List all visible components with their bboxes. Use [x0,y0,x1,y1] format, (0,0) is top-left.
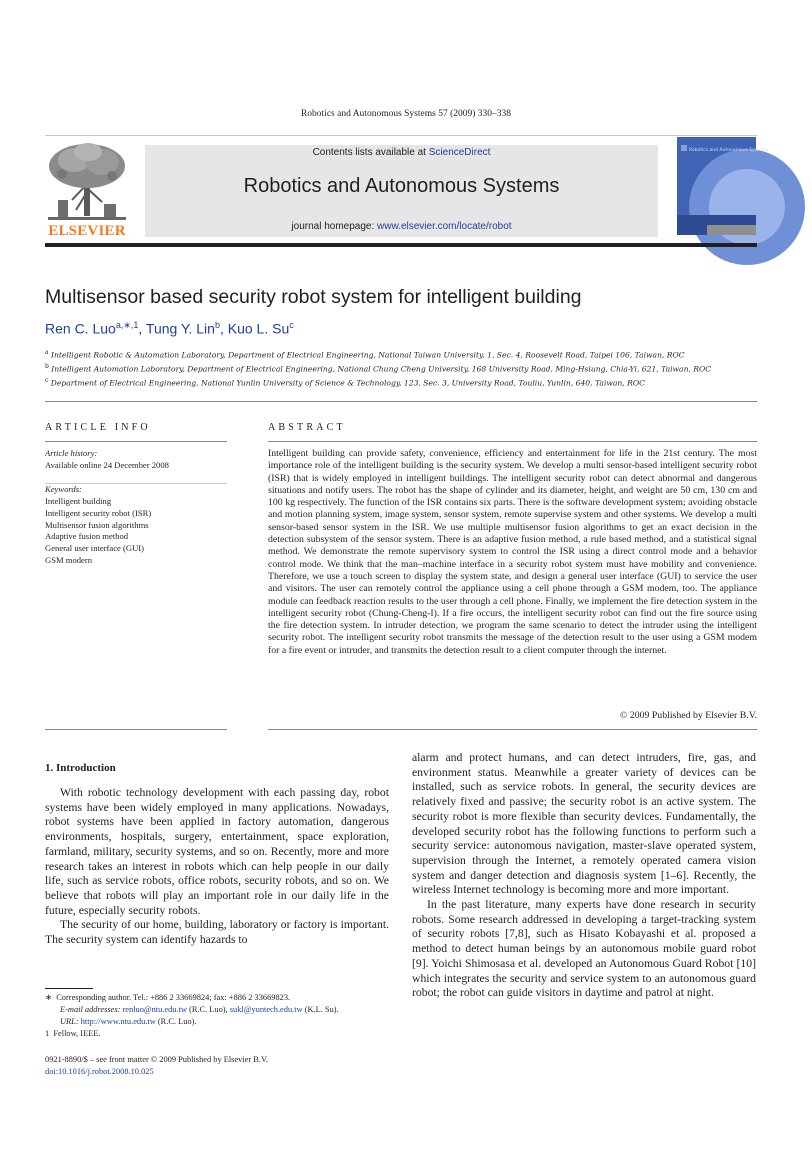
journal-title: Robotics and Autonomous Systems [243,175,560,197]
keyword: Multisensor fusion algorithms [45,519,149,530]
paragraph: With robotic technology development with each passing day, robot systems have been widely employed in many applications. Nowadays, robot systems have been applied in factory automation, dangerous environments, hospitals, surgery, entertainment, space exploration, farmland, military, security systems, and so on. Recently, more and more research takes an interest in robots which can help people in our daily life, such as service robots, office robots, security robots, and so on. We believe that robots will play an important role in our daily life in the future, especially security robots. [45,786,389,917]
author-affiliation-mark: b [214,320,220,330]
history-value: Available online 24 December 2008 [45,460,169,470]
keyword: Intelligent building [45,496,112,506]
url-note: URL: http://www.ntu.edu.tw (R.C. Luo). [60,1017,197,1026]
email-link[interactable]: renluo@ntu.edu.tw [122,1005,187,1014]
info-bottom-divider [45,729,227,730]
email-link[interactable]: sukl@yuntech.edu.tw [229,1005,303,1014]
keyword: Adaptive fusion method [45,531,129,542]
copyright-notice: © 2009 Published by Elsevier B.V. [619,710,757,721]
doi-link[interactable]: doi:10.1016/j.robot.2008.10.025 [45,1067,154,1076]
author-affiliation-mark: a,∗,1 [115,320,139,330]
journal-cover [677,137,769,235]
cover-title: Robotics and Autonomous Systems [689,148,769,153]
history-label: Article history: [45,448,98,458]
homepage-line [145,221,658,232]
section-heading: 1. Introduction [45,762,116,774]
contents-line [145,147,658,158]
issn-line: 0921-8890/$ – see front matter © 2009 Published by Elsevier B.V. [45,1055,268,1064]
author-name[interactable]: Tung Y. Lin [145,320,215,337]
abstract-bottom-divider [268,729,757,730]
homepage-prefix: journal homepage: [291,221,378,232]
contents-prefix: Contents lists available at [312,147,429,158]
header-divider [45,135,757,136]
tree-logo-icon [44,140,130,222]
sciencedirect-link[interactable]: ScienceDirect [428,147,491,158]
keyword-list [45,496,151,567]
section-divider [45,401,757,402]
paragraph: The security of our home, building, laboratory or factory is important. The security system can identify hazards to [45,918,389,947]
cover-art-icon [677,137,769,235]
publisher-name: ELSEVIER [48,223,126,239]
author-affiliation-mark: c [289,320,294,330]
info-divider [45,441,227,442]
email-note: E-mail addresses: renluo@ntu.edu.tw (R.C. Luo), sukl@yuntech.edu.tw (K.L. Su). [60,1005,339,1014]
homepage-link[interactable]: www.elsevier.com/locate/robot [377,221,512,232]
elsevier-logo [44,140,130,240]
keyword: Intelligent security robot (ISR) [45,507,152,518]
fellow-note: 1 Fellow, IEEE. [45,1029,101,1038]
author-list: Ren C. Luo$^{a,∗,1}$, Tung Y. Lin$^b$, Kuo L. Su$^c$ [45,320,294,337]
abstract-body: Intelligent building can provide safety, convenience, efficiency and entertainment for life in the 21st century. The most importance role of the intelligent building is the security system. We develop a multi sensor-based intelligent security robot (ISR) that is widely employed in intelligent buildings. The intelligent security robot can detect abnormal and dangerous situations and notify users. The robot has the shape of cylinder and its diameter, height, and weight are 50 cm, 130 cm and 100 kg respectively. The function of the ISR contains six parts. There is the software development system; avoiding obstacle and motion planning system, image system, sensor system, remote supervise system and other systems. We develop a multi sensor-based sensor system in the ISR. We use multiple multisensor fusion algorithms to get an exact decision in the detection subsystem of the sensor system. There is an adaptive fusion method, a rule based method, and a statistical signal method. We demonstrate the remote supervisory system to control the ISR using a direct control mode and a behavior control mode. We think that the man–machine interface in a security robot system must have mobility and convenience. Therefore, we use a touch screen to display the system state, and design a general user interface (GUI) to service the user and visitors. The user can remotely control the appliance using a cell phone through a GSM modem, too. The appliance module can feedback reaction results to the user through a cell phone. Finally, we implement the fire detection system in the intelligent security robot (Chung-Cheng-I). If a fire occurs, the intelligent security robot can find out the fire source using the fire detection system. In intruder detection, we program the same scenario to detect the intruder using the intelligent security robot. The intelligent security robot transmits the message of the detection result to the user using a GSM modem for a fire event or intruder, and transmits the detection result to a client computer through the internet. [268,448,757,656]
paragraph: alarm and protect humans, and can detect intruders, fire, gas, and environment status. Meanwhile a greater variety of devices can be installed, such as service robots. In general, the security devices are relatively fixed and passive; the security robot is an active system. The security robot is more flexible than security devices. Fundamentally, the developed security robot has the following functions to perform such a security service: autonomous navigation, master-slave operated system, supervision through the Internet, a remotely operated camera vision system and danger detection and diagnosis system [1–6]. Recently, the wireless Internet technology is becoming more and more important. [412,751,756,897]
footnote-rule [45,988,93,989]
paragraph: In the past literature, many experts have done research in security robots. Some research addressed in developing a target-tracking system of security robots [7,8], such as Hisato Kobayashi et al. proposed a method to detect human beings by an autonomous mobile guard robot [9]. Yoichi Shimosasa et al. developed an Autonomous Guard Robot [10] which integrates the security and service system to an autonomous guard robot; the robot can guide visitors in daytime and patrol at night. [412,898,756,1000]
keyword: GSM modern [45,554,93,565]
body-column-right [412,751,756,1001]
url-link[interactable]: http://www.ntu.edu.tw [80,1017,156,1026]
keyword: General user interface (GUI) [45,543,145,554]
body-column-left [45,786,389,948]
keywords-label: Keywords: [45,484,82,494]
header-thick-rule [45,243,757,247]
journal-reference: Robotics and Autonomous Systems 57 (2009) 330–338 [300,109,512,119]
corresponding-author-note: ∗ Corresponding author. Tel.: +886 2 33669824; fax: +886 2 33669823. [45,993,291,1002]
article-info-heading: ARTICLE INFO [45,422,151,433]
affiliation: $^b$ Intelligent Automation Laboratory, Department of Electrical Engineering, National Chung Cheng University, 168 University Road, Ming-Hsiung, Chia-Yi, 621, Taiwan, ROC [45,363,712,374]
author-name[interactable]: Ren C. Luo [45,320,116,337]
abstract-divider [268,441,757,442]
affiliation: $^a$ Intelligent Robotic & Automation Laboratory, Department of Electrical Engineering, National Taiwan University, 1, Sec. 4, Roosevelt Road, Taipei 106, Taiwan, ROC [45,349,685,360]
article-title: Multisensor based security robot system for intelligent building [45,286,582,308]
affiliation: $^c$ Department of Electrical Engineering, National Yunlin University of Science & Technology, 123, Sec. 3, University Road, Touliu, Yunlin, 640, Taiwan, ROC [45,377,645,388]
abstract-heading: ABSTRACT [268,422,346,433]
author-name[interactable]: Kuo L. Su [227,320,290,337]
